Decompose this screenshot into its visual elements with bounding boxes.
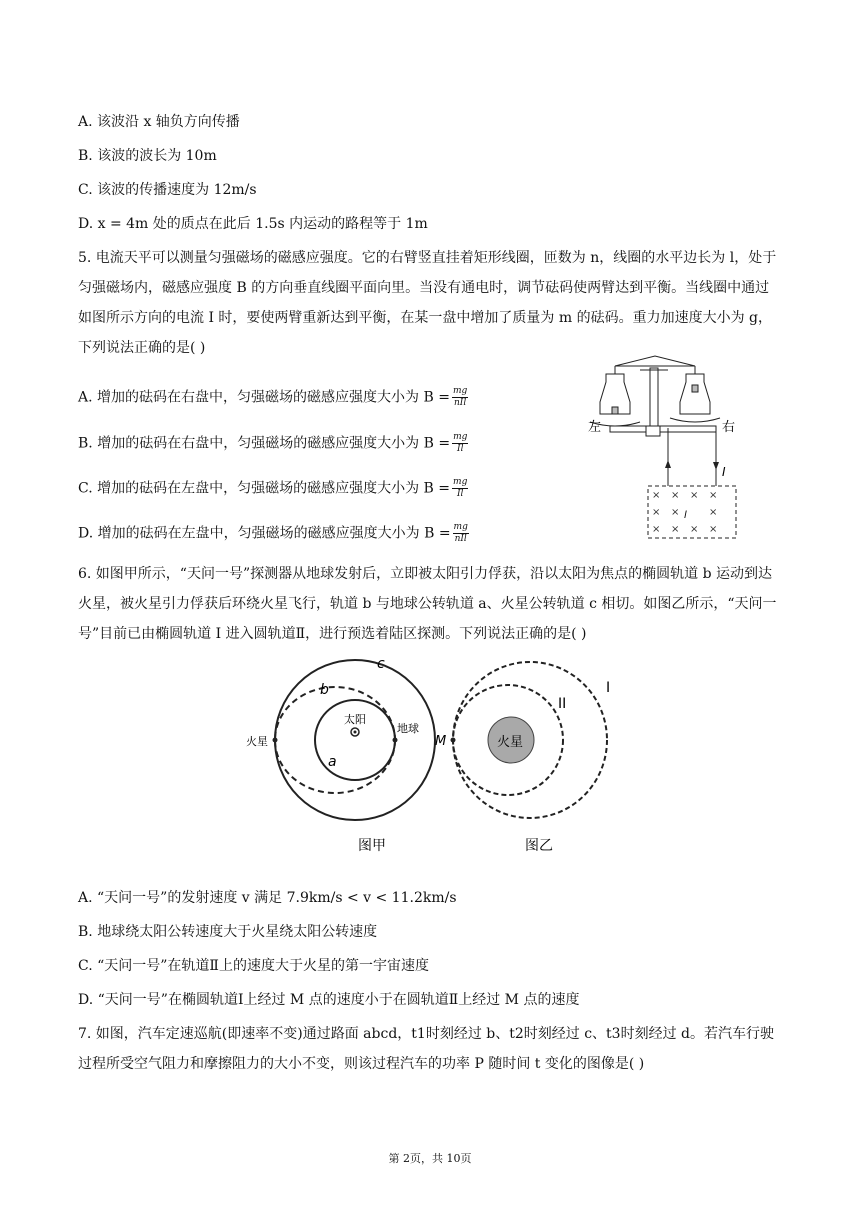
q6-option-b: B. 地球绕太阳公转速度大于火星绕太阳公转速度 bbox=[78, 924, 378, 940]
figure-jia-caption: 图甲 bbox=[358, 838, 386, 854]
page-footer: 第 2页，共 10页 bbox=[388, 1152, 472, 1165]
field-mark: × bbox=[671, 507, 680, 518]
transfer-orbit-b bbox=[275, 687, 395, 793]
earth-orbit-a bbox=[315, 700, 395, 780]
q4-option-b: B. 该波的波长为 10m bbox=[78, 148, 217, 164]
coil-length-label: l bbox=[684, 510, 687, 521]
orbit-b-label: b bbox=[320, 682, 329, 698]
field-mark: × bbox=[671, 490, 680, 501]
field-mark: × bbox=[652, 490, 661, 501]
point-m bbox=[451, 738, 456, 743]
q5-option-d: D. 增加的砝码在左盘中，匀强磁场的磁感应强度大小为 B = $\frac{mg}{\text{nIl}}$ bbox=[78, 522, 468, 544]
field-mark: × bbox=[652, 507, 661, 518]
figure-jia bbox=[240, 650, 440, 860]
current-label: I bbox=[722, 465, 726, 479]
q5-option-c: C. 增加的砝码在左盘中，匀强磁场的磁感应强度大小为 B = $\frac{mg}{Il}$ bbox=[78, 477, 468, 499]
q6-option-a: A. “天问一号”的发射速度 v 满足 7.9km/s < v < 11.2km/s bbox=[78, 890, 457, 906]
q4-option-d: D. x = 4m 处的质点在此后 1.5s 内运动的路程等于 1m bbox=[78, 216, 428, 232]
field-mark: × bbox=[709, 507, 718, 518]
sun-label: 太阳 bbox=[344, 713, 366, 726]
right-pan-label: 右 bbox=[722, 420, 736, 435]
mars-label: 火星 bbox=[246, 735, 268, 748]
q7-stem: 7. 如图，汽车定速巡航(即速率不变)通过路面 abcd，t1时刻经过 b、t2时刻经过 c、t3时刻经过 d。若汽车行驶过程所受空气阻力和摩擦阻力的大小不变，则该过程汽车的功率 P 随时间 t 变化的图像是( ) bbox=[78, 1026, 775, 1072]
q4-option-a: A. 该波沿 x 轴负方向传播 bbox=[78, 114, 240, 130]
mars-label: 火星 bbox=[497, 735, 524, 750]
field-mark: × bbox=[709, 490, 718, 501]
q4-option-c: C. 该波的传播速度为 12m/s bbox=[78, 182, 257, 198]
earth-point bbox=[393, 738, 398, 743]
mars-point bbox=[273, 738, 278, 743]
figure-yi-caption: 图乙 bbox=[525, 838, 553, 854]
current-balance-figure bbox=[580, 352, 750, 547]
q5-option-a: A. 增加的砝码在右盘中，匀强磁场的磁感应强度大小为 B = $\frac{mg}{\text{nIl}}$ bbox=[78, 386, 468, 408]
left-pan-label: 左 bbox=[588, 420, 602, 435]
q6-option-d: D. “天问一号”在椭圆轨道Ⅰ上经过 M 点的速度小于在圆轨道Ⅱ上经过 M 点的速度 bbox=[78, 992, 580, 1008]
q6-stem: 6. 如图甲所示，“天问一号”探测器从地球发射后，立即被太阳引力俘获，沿以太阳为焦点的椭圆轨道 b 运动到达火星，被火星引力俘获后环绕火星飞行，轨道 b 与地球公转轨道 a、火星公转轨道 c 相切。如图乙所示，“天问一号”目前已由椭圆轨道 I 进入圆轨道Ⅱ，进行预选着陆区探测。下列说法正确的是( ) bbox=[78, 566, 777, 642]
earth-label: 地球 bbox=[397, 722, 419, 735]
q5-option-b: B. 增加的砝码在右盘中，匀强磁场的磁感应强度大小为 B = $\frac{mg}{Il}$ bbox=[78, 432, 468, 454]
orbit-one-label: I bbox=[606, 680, 611, 696]
point-m-label: M bbox=[435, 734, 447, 749]
field-mark: × bbox=[690, 490, 699, 501]
mars-orbit-c bbox=[275, 660, 435, 820]
field-mark: × bbox=[709, 524, 718, 535]
orbit-two-label: II bbox=[558, 696, 567, 712]
orbit-c-label: c bbox=[377, 656, 385, 672]
orbit-a-label: a bbox=[328, 754, 337, 770]
q5-stem: 5. 电流天平可以测量匀强磁场的磁感应强度。它的右臂竖直挂着矩形线圈，匝数为 n，线圈的水平边长为 l，处于匀强磁场内，磁感应强度 B 的方向垂直线圈平面向里。当没有通电时，调节砝码使两臂达到平衡。当线圈中通过如图所示方向的电流 I 时，要使两臂重新达到平衡，在某一盘中增加了质量为 m 的砝码。重力加速度大小为 g，下列说法正确的是( ) bbox=[78, 250, 777, 356]
figure-yi bbox=[430, 650, 640, 860]
field-mark: × bbox=[690, 524, 699, 535]
field-mark: × bbox=[652, 524, 661, 535]
q6-option-c: C. “天问一号”在轨道Ⅱ上的速度大于火星的第一宇宙速度 bbox=[78, 958, 429, 974]
field-mark: × bbox=[671, 524, 680, 535]
